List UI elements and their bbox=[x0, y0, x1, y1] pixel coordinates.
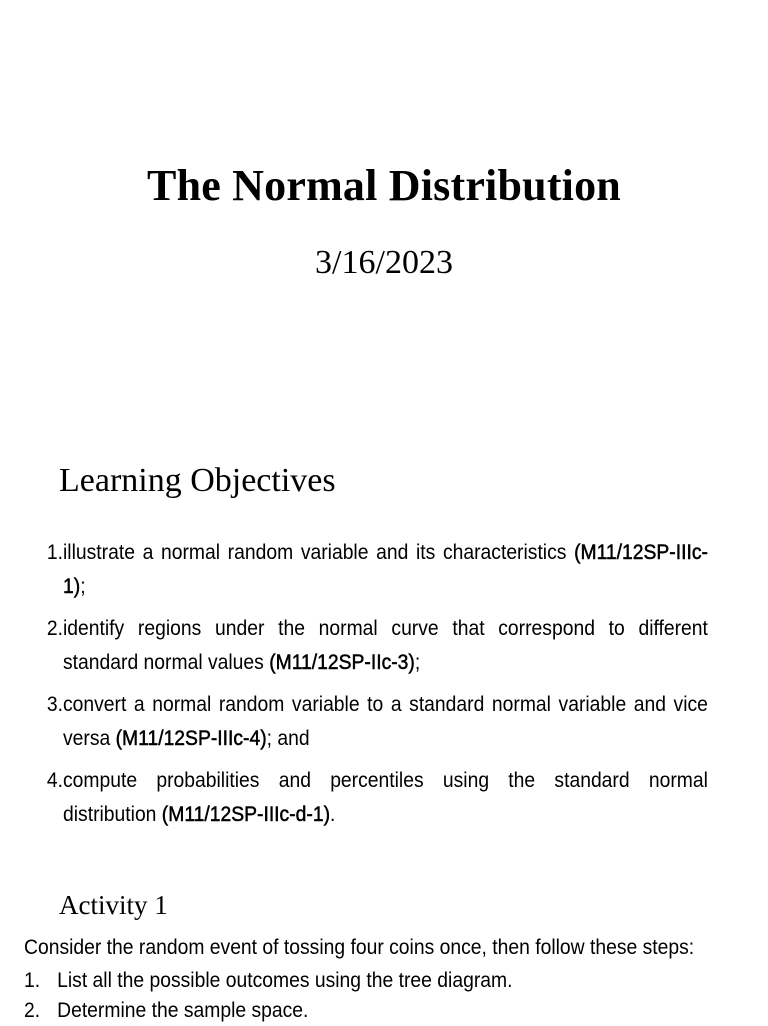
objective-code: (M11/12SP-IIc-3) bbox=[269, 651, 415, 674]
activity-intro: Consider the random event of tossing four coins once, then follow these steps: bbox=[24, 936, 695, 959]
objective-suffix: ; bbox=[80, 575, 86, 598]
activity-step bbox=[24, 966, 512, 996]
objective-text bbox=[63, 536, 708, 604]
objective-description: identify regions under the normal curve that correspond to different standard normal values bbox=[63, 617, 708, 674]
objective-item bbox=[40, 536, 708, 604]
objective-description: compute probabilities and percentiles using the standard normal distribution bbox=[63, 769, 708, 826]
objective-suffix: ; and bbox=[266, 727, 310, 750]
objective-text bbox=[63, 612, 708, 680]
document-title: The Normal Distribution bbox=[147, 161, 621, 210]
objective-code: (M11/12SP-IIIc-4) bbox=[115, 727, 267, 750]
objective-text bbox=[63, 688, 708, 756]
objective-code: (M11/12SP-IIIc-1) bbox=[63, 541, 708, 598]
objective-number: 3. bbox=[46, 693, 63, 716]
activity-heading: Activity 1 bbox=[59, 890, 168, 920]
objective-suffix: . bbox=[330, 803, 336, 826]
learning-objectives-list bbox=[40, 536, 708, 840]
step-number: 1. bbox=[24, 969, 41, 992]
learning-objectives-heading: Learning Objectives bbox=[59, 462, 336, 499]
objective-item bbox=[40, 764, 708, 832]
objective-description: illustrate a normal random variable and its characteristics bbox=[63, 541, 575, 564]
objective-text bbox=[63, 764, 708, 832]
objective-number: 2. bbox=[46, 617, 63, 640]
step-text: Determine the sample space. bbox=[57, 999, 309, 1022]
document-date: 3/16/2023 bbox=[315, 244, 453, 281]
objective-item bbox=[40, 612, 708, 680]
objective-number: 1. bbox=[46, 541, 63, 564]
objective-number: 4. bbox=[46, 769, 63, 792]
activity-step bbox=[24, 996, 512, 1026]
objective-code: (M11/12SP-IIIc-d-1) bbox=[161, 803, 331, 826]
step-text: List all the possible outcomes using the tree diagram. bbox=[57, 969, 513, 992]
step-number: 2. bbox=[24, 999, 41, 1022]
activity-steps-list bbox=[24, 966, 512, 1026]
objective-description: convert a normal random variable to a standard normal variable and vice versa bbox=[63, 693, 708, 750]
objective-item bbox=[40, 688, 708, 756]
objective-suffix: ; bbox=[414, 651, 421, 674]
